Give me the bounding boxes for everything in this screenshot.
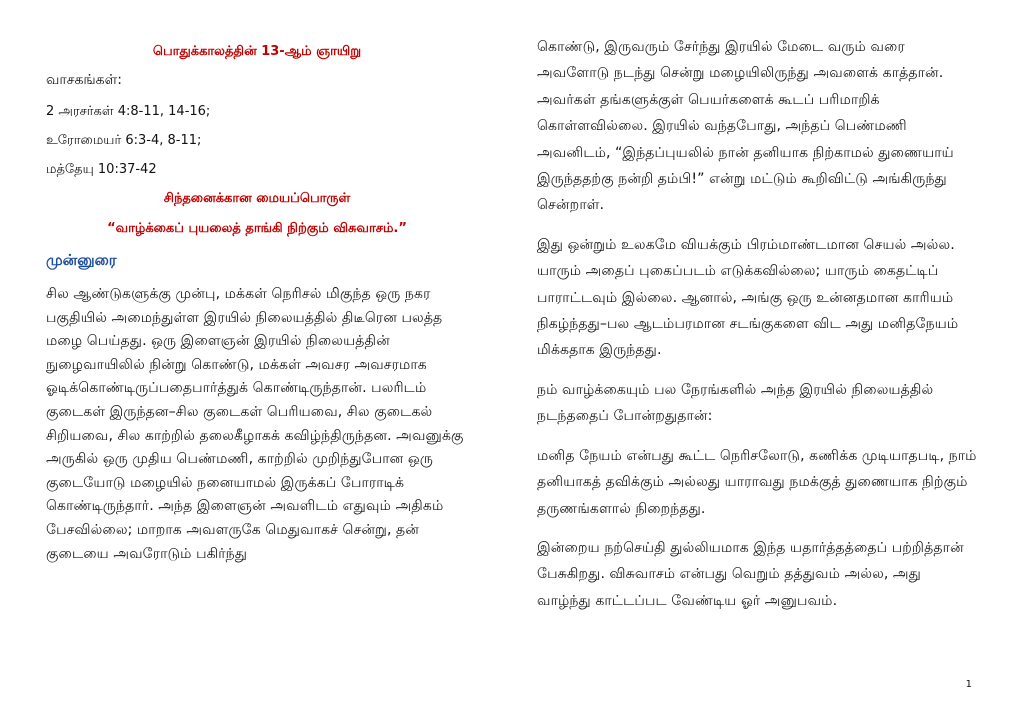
page-number: 1 [965, 679, 972, 690]
reading-second: உரோமையர் 6:3-4, 8-11; [46, 133, 202, 148]
page-title: பொதுக்காலத்தின் 13-ஆம் ஞாயிறு [152, 44, 362, 59]
story-continuation-paragraph: கொண்டு, இருவரும் சேர்ந்து இரயில் மேடை வரும் வரை அவளோடு நடந்து சென்று மழையிலிருந்து அவளைக் காத்தான். அவர்கள் தங்களுக்குள் பெயர்களைக் கூடப் பரிமாறிக் கொள்ளவில்லை. இரயில் வந்தபோது, அந்தப் பெண்மணி அவனிடம், “இந்தப்புயலில் நான் தனியாக நிற்காமல் துணையாய் இருந்ததற்கு நன்றி தம்பி!” என்று மட்டும் கூறிவிட்டு அங்கிருந்து சென்றாள். [537, 39, 954, 214]
theme-heading: சிந்தனைக்கான மையப்பொருள் [163, 191, 351, 206]
intro-paragraph: சில ஆண்டுகளுக்கு முன்பு, மக்கள் நெரிசல் மிகுந்த ஒரு நகர பகுதியில் அமைந்துள்ள இரயில் நிலையத்தில் திடீரென பலத்த மழை பெய்தது. ஒரு இளைஞன் இரயில் நிலையத்தின் நுழைவாயிலில் நின்று கொண்டு, மக்கள் அவசர அவசரமாக ஓடிக்கொண்டிருப்பதைபார்த்துக் கொண்டிருந்தான். பலரிடம் குடைகள் இருந்தன–சில குடைகள் பெரியவை, சில குடைகல் சிறியவை, சில காற்றில் தலைகீழாகக் கவிழ்ந்திருந்தன. அவனுக்கு அருகில் ஒரு முதிய பெண்மணி, காற்றில் முறிந்துபோன ஒரு குடையோடு மழையில் நனையாமல் இருக்கப் போராடிக் கொண்டிருந்தார். அந்த இளைஞன் அவளிடம் எதுவும் அதிகம் பேசவில்லை; மாறாக அவளருகே மெதுவாகச் சென்று, தன் குடையை அவரோடும் பகிர்ந்து [46, 286, 464, 562]
readings-label: வாசகங்கள்: [46, 72, 122, 88]
reading-gospel: மத்தேயு 10:37-42 [46, 162, 157, 177]
theme-quote: “வாழ்க்கைப் புயலைத் தாங்கி நிற்கும் விசுவாசம்.” [107, 221, 407, 236]
left-column [46, 34, 468, 566]
life-comparison-paragraph: நம் வாழ்க்கையும் பல நேரங்களில் அந்த இரயில் நிலையத்தில் நடந்ததைப் போன்றதுதான்: [537, 381, 934, 425]
reflection-paragraph: இது ஒன்றும் உலகமே வியக்கும் பிரம்மாண்டமான செயல் அல்ல. யாரும் அதைப் புகைப்படம் எடுக்கவில்லை; யாரும் கைதட்டிப் பாராட்டவும் இல்லை. ஆனால், அங்கு ஒரு உன்னதமான காரியம் நிகழ்ந்தது–பல ஆடம்பரமான சடங்குகளை விட அது மனிதநேயம் மிக்கதாக இருந்தது. [537, 236, 959, 359]
gospel-paragraph: இன்றைய நற்செய்தி துல்லியமாக இந்த யதார்த்தத்தைப் பற்றித்தான் பேசுகிறது. விசுவாசம் என்பது வெறும் தத்துவம் அல்ல, அது வாழ்ந்து காட்டப்பட வேண்டிய ஓர் அனுபவம். [537, 539, 964, 609]
right-column [537, 34, 977, 614]
intro-heading: முன்னுரை [46, 251, 117, 269]
humanity-paragraph: மனித நேயம் என்பது கூட்ட நெரிசலோடு, கணிக்க முடியாதபடி, நாம் தனியாகத் தவிக்கும் அல்லது யாராவது நமக்குத் துணையாக நிற்கும் தருணங்களால் நிறைந்தது. [537, 447, 977, 517]
reading-first: 2 அரசர்கள் 4:8-11, 14-16; [46, 104, 211, 119]
